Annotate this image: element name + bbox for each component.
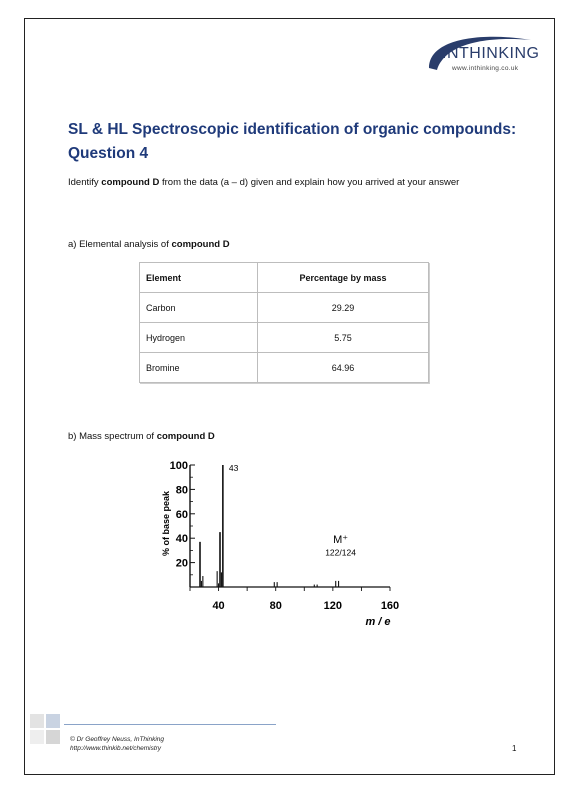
- footer-decor-square: [30, 730, 44, 744]
- footer-url: http://www.thinkib.net/chemistry: [70, 745, 162, 752]
- x-tick-label: 120: [323, 600, 343, 612]
- elemental-analysis-table: [139, 262, 429, 383]
- y-tick-label: 100: [169, 460, 188, 472]
- section-a-compound: compound D: [171, 239, 230, 250]
- logo-url: www.inthinking.co.uk: [452, 65, 519, 72]
- cell-percentage: 64.96: [258, 353, 429, 383]
- footer-decor-square: [46, 714, 60, 728]
- x-tick-label: 80: [269, 600, 282, 612]
- x-axis-label: m / e: [365, 616, 391, 628]
- section-b-heading: [68, 431, 215, 442]
- logo-name: INTHINKING: [442, 45, 540, 62]
- section-a-text: a) Elemental analysis of: [68, 239, 172, 250]
- y-tick-label: 60: [175, 508, 188, 521]
- table-row: [140, 293, 429, 323]
- y-axis-label: % of base peak: [161, 490, 171, 556]
- cell-element: Bromine: [140, 353, 258, 383]
- table-row: [140, 323, 429, 353]
- footer-line: [64, 724, 276, 725]
- molecular-ion-label: M⁺: [333, 534, 349, 547]
- cell-element: Carbon: [140, 293, 258, 323]
- chart-peaks: [200, 465, 339, 587]
- y-tick-label: 20: [175, 557, 188, 570]
- header-element: Element: [140, 263, 258, 293]
- y-tick-label: 80: [175, 484, 188, 497]
- base-peak-label: 43: [228, 463, 239, 473]
- y-tick-label: 40: [175, 533, 188, 546]
- table-header-row: [140, 263, 429, 293]
- footer-decor-square: [30, 714, 44, 728]
- page-number: 1: [512, 744, 517, 753]
- footer-copyright: © Dr Geoffrey Neuss, InThinking: [70, 736, 165, 743]
- molecular-ion-mass-label: 122/124: [325, 547, 356, 558]
- footer-credits: [70, 735, 164, 753]
- header-percentage: Percentage by mass: [258, 263, 429, 293]
- x-tick-label: 40: [212, 600, 225, 612]
- section-b-compound: compound D: [156, 431, 215, 442]
- section-a-heading: [68, 239, 230, 250]
- page-title: SL & HL Spectroscopic identification of organic compounds: Question 4: [68, 121, 517, 162]
- intro-text-before: Identify: [68, 177, 102, 188]
- x-tick-label: 160: [380, 600, 400, 612]
- footer-decor-square: [46, 730, 60, 744]
- table-row: [140, 353, 429, 383]
- cell-element: Hydrogen: [140, 323, 258, 353]
- chart-labels: [161, 460, 399, 628]
- cell-percentage: 5.75: [258, 323, 429, 353]
- intro-compound: compound D: [101, 177, 160, 188]
- cell-percentage: 29.29: [258, 293, 429, 323]
- intro-text-after: from the data (a – d) given and explain how you arrived at your answer: [159, 177, 460, 188]
- mass-spectrum-chart: [160, 455, 430, 635]
- section-b-text: b) Mass spectrum of: [68, 431, 157, 442]
- question-intro: [68, 176, 508, 190]
